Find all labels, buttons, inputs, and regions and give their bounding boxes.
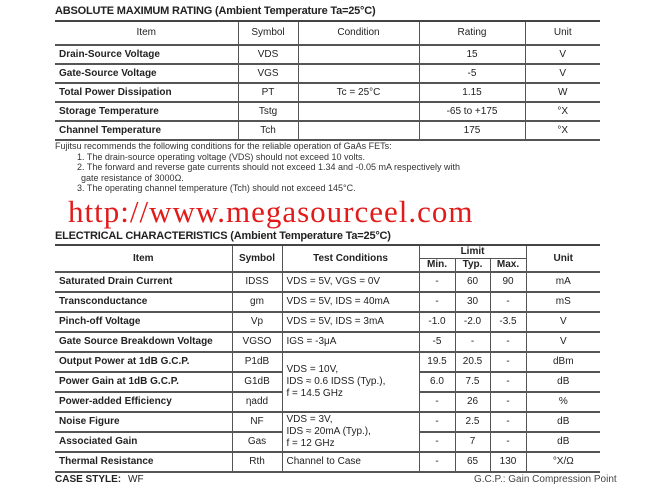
min: -	[419, 432, 455, 452]
header-test: Test Conditions	[282, 245, 419, 272]
case-style-label: CASE STYLE:	[55, 474, 122, 485]
typ: -2.0	[455, 312, 490, 332]
symbol: VDS	[238, 45, 298, 64]
unit: dBm	[526, 352, 600, 372]
min: -5	[419, 332, 455, 352]
unit: W	[525, 83, 600, 102]
min: 6.0	[419, 372, 455, 392]
condition: Tc = 25°C	[298, 83, 419, 102]
elec-title: ELECTRICAL CHARACTERISTICS (Ambient Temperature Ta=25°C)	[55, 230, 391, 242]
condition	[298, 64, 419, 83]
table-row	[55, 312, 600, 332]
note-2: 2. The forward and reverse gate currents should not exceed 1.34 and -0.05 mA respectively with	[77, 162, 461, 172]
item: Transconductance	[55, 292, 232, 312]
header-item: Item	[55, 245, 232, 272]
item: Channel Temperature	[55, 121, 238, 140]
condition-line: VDS = 3V,	[286, 414, 333, 425]
condition-line: f = 14.5 GHz	[286, 388, 343, 399]
header-condition: Condition	[298, 21, 419, 45]
test-conditions: IGS = -3μA	[282, 332, 419, 352]
unit: V	[526, 312, 600, 332]
header-typ: Typ.	[455, 259, 490, 273]
unit: %	[526, 392, 600, 412]
rating: 1.15	[419, 83, 525, 102]
table-row	[55, 272, 600, 292]
header-max: Max.	[490, 259, 526, 273]
note-3: 3. The operating channel temperature (Tch) should not exceed 145°C.	[77, 183, 356, 193]
table-row	[55, 352, 600, 372]
symbol: Vp	[232, 312, 282, 332]
condition-line: IDS ≈ 20mA (Typ.),	[286, 426, 371, 437]
test-conditions-group	[282, 352, 419, 412]
unit: dB	[526, 432, 600, 452]
unit: V	[525, 45, 600, 64]
test-conditions: VDS = 5V, VGS = 0V	[282, 272, 419, 292]
test-conditions: VDS = 5V, IDS = 40mA	[282, 292, 419, 312]
abs-max-title: ABSOLUTE MAXIMUM RATING (Ambient Temperature Ta=25°C)	[55, 5, 376, 17]
typ: 26	[455, 392, 490, 412]
header-limit: Limit	[419, 245, 526, 259]
test-conditions: VDS = 5V, IDS = 3mA	[282, 312, 419, 332]
symbol: Rth	[232, 452, 282, 472]
typ: 60	[455, 272, 490, 292]
typ: 30	[455, 292, 490, 312]
watermark: http://www.megasourceel.com	[68, 194, 474, 229]
table-row	[55, 292, 600, 312]
item: Noise Figure	[55, 412, 232, 432]
rating: -5	[419, 64, 525, 83]
item: Output Power at 1dB G.C.P.	[55, 352, 232, 372]
symbol: Tch	[238, 121, 298, 140]
unit: °X/Ω	[526, 452, 600, 472]
table-row	[55, 64, 600, 83]
max: -3.5	[490, 312, 526, 332]
unit: dB	[526, 412, 600, 432]
typ: 20.5	[455, 352, 490, 372]
test-conditions-group	[282, 412, 419, 452]
header-rating: Rating	[419, 21, 525, 45]
condition	[298, 121, 419, 140]
symbol: G1dB	[232, 372, 282, 392]
condition	[298, 102, 419, 121]
item: Drain-Source Voltage	[55, 45, 238, 64]
typ: -	[455, 332, 490, 352]
rating: -65 to +175	[419, 102, 525, 121]
unit: V	[525, 64, 600, 83]
abs-max-table	[55, 20, 600, 141]
item: Power Gain at 1dB G.C.P.	[55, 372, 232, 392]
unit: mA	[526, 272, 600, 292]
symbol: VGSO	[232, 332, 282, 352]
max: -	[490, 412, 526, 432]
header-symbol: Symbol	[232, 245, 282, 272]
test-conditions: Channel to Case	[282, 452, 419, 472]
symbol: ηadd	[232, 392, 282, 412]
typ: 65	[455, 452, 490, 472]
condition-line: IDS ≈ 0.6 IDSS (Typ.),	[286, 376, 386, 387]
min: -	[419, 292, 455, 312]
typ: 7	[455, 432, 490, 452]
rating: 175	[419, 121, 525, 140]
max: 90	[490, 272, 526, 292]
min: -	[419, 452, 455, 472]
condition	[298, 45, 419, 64]
header-unit: Unit	[525, 21, 600, 45]
typ: 2.5	[455, 412, 490, 432]
min: -	[419, 392, 455, 412]
symbol: IDSS	[232, 272, 282, 292]
min: 19.5	[419, 352, 455, 372]
item: Total Power Dissipation	[55, 83, 238, 102]
item: Power-added Efficiency	[55, 392, 232, 412]
case-style-value: WF	[128, 474, 144, 485]
symbol: Gas	[232, 432, 282, 452]
max: -	[490, 372, 526, 392]
min: -	[419, 412, 455, 432]
note-2-cont: gate resistance of 3000Ω.	[81, 172, 184, 183]
note-1: 1. The drain-source operating voltage (VDS) should not exceed 10 volts.	[77, 151, 365, 162]
item: Pinch-off Voltage	[55, 312, 232, 332]
rating: 15	[419, 45, 525, 64]
symbol: Tstg	[238, 102, 298, 121]
min: -	[419, 272, 455, 292]
max: -	[490, 432, 526, 452]
typ: 7.5	[455, 372, 490, 392]
table-row	[55, 412, 600, 432]
unit: dB	[526, 372, 600, 392]
unit: °X	[525, 102, 600, 121]
table-row	[55, 102, 600, 121]
header-symbol: Symbol	[238, 21, 298, 45]
header-unit: Unit	[526, 245, 600, 272]
item: Saturated Drain Current	[55, 272, 232, 292]
header-item: Item	[55, 21, 238, 45]
condition-line: VDS = 10V,	[286, 364, 339, 375]
item: Associated Gain	[55, 432, 232, 452]
max: -	[490, 352, 526, 372]
symbol: gm	[232, 292, 282, 312]
gcp-note: G.C.P.: Gain Compression Point	[474, 474, 617, 485]
item: Storage Temperature	[55, 102, 238, 121]
max: -	[490, 332, 526, 352]
min: -1.0	[419, 312, 455, 332]
unit: V	[526, 332, 600, 352]
notes-intro: Fujitsu recommends the following conditions for the reliable operation of GaAs FETs:	[55, 141, 392, 151]
condition-line: f = 12 GHz	[286, 438, 335, 449]
max: -	[490, 392, 526, 412]
symbol: PT	[238, 83, 298, 102]
item: Gate Source Breakdown Voltage	[55, 332, 232, 352]
unit: mS	[526, 292, 600, 312]
item: Thermal Resistance	[55, 452, 232, 472]
table-row	[55, 121, 600, 140]
table-row	[55, 332, 600, 352]
symbol: NF	[232, 412, 282, 432]
reliability-notes	[55, 141, 460, 194]
item: Gate-Source Voltage	[55, 64, 238, 83]
max: 130	[490, 452, 526, 472]
table-row	[55, 452, 600, 472]
max: -	[490, 292, 526, 312]
elec-char-table	[55, 244, 600, 473]
symbol: P1dB	[232, 352, 282, 372]
symbol: VGS	[238, 64, 298, 83]
table-row	[55, 83, 600, 102]
unit: °X	[525, 121, 600, 140]
header-min: Min.	[419, 259, 455, 273]
table-row	[55, 45, 600, 64]
